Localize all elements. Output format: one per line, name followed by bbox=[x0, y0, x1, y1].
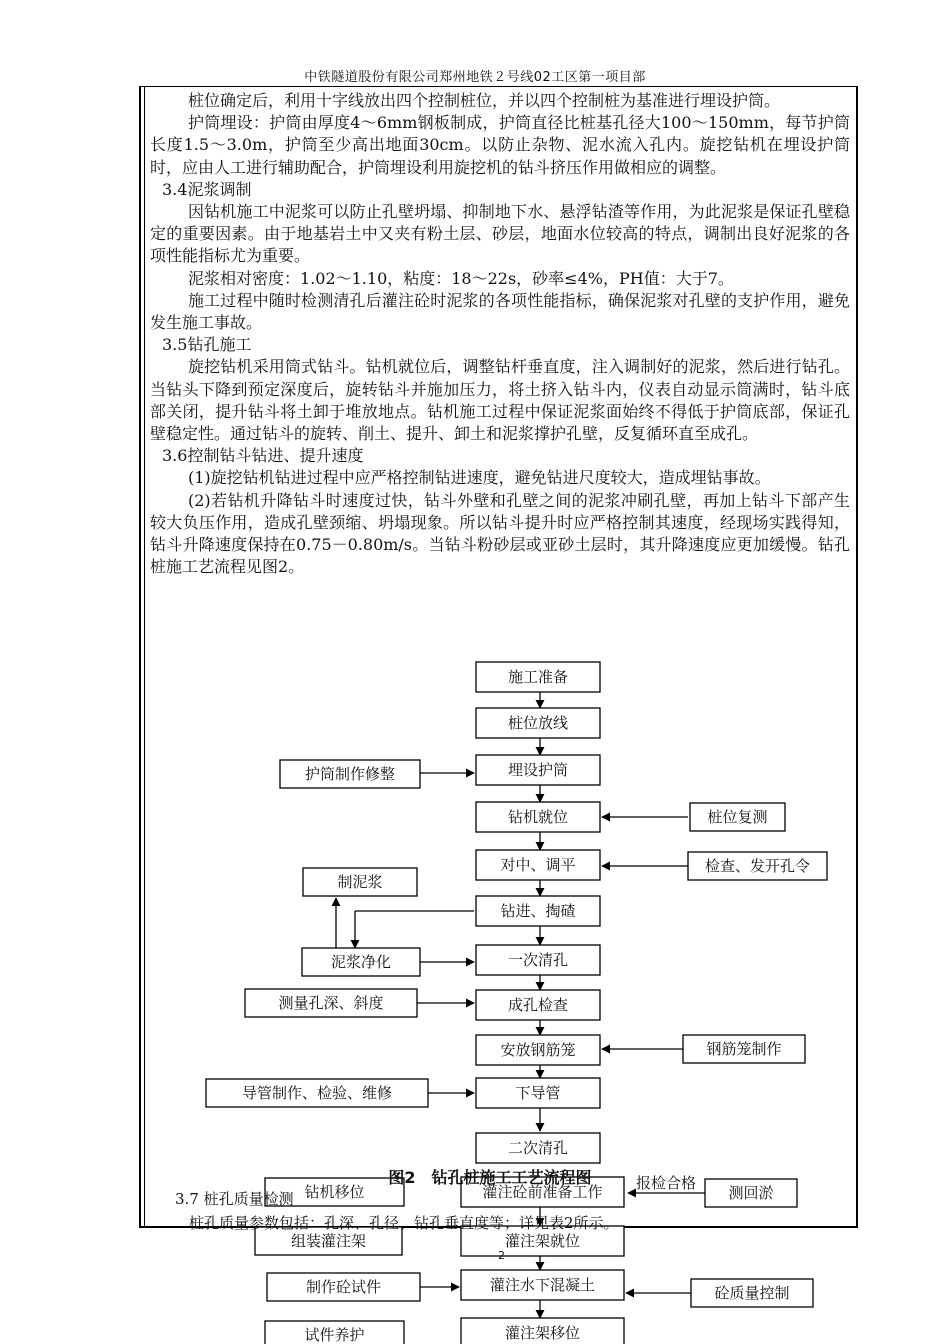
flow-box-label: 一次清孔 bbox=[507, 951, 569, 969]
flow-box bbox=[265, 1321, 404, 1344]
flow-box-label: 检查、发开孔令 bbox=[704, 857, 811, 875]
flow-box bbox=[476, 755, 600, 785]
flow-box bbox=[683, 1035, 805, 1063]
flow-box-label: 灌注砼前准备工作 bbox=[482, 1183, 603, 1201]
paragraph: 因钻机施工中泥浆可以防止孔壁坍塌、抑制地下水、悬浮钻渣等作用，为此泥浆是保证孔壁稳定的重要因素。由于地基岩土中又夹有粉土层、砂层，地面水位较高的特点，调制出良好泥浆的各项性能指标尤为重要。 bbox=[150, 202, 850, 266]
flow-box bbox=[461, 1318, 624, 1344]
flow-box bbox=[280, 760, 420, 788]
flow-box bbox=[476, 802, 600, 832]
flow-box-label: 下导管 bbox=[515, 1084, 561, 1102]
paragraph: 桩孔质量参数包括：孔深、孔径、钻孔垂直度等；详见表2所示。 bbox=[189, 1214, 619, 1232]
flow-box-label: 测量孔深、斜度 bbox=[278, 994, 384, 1012]
flow-box bbox=[302, 948, 420, 976]
flow-box bbox=[476, 1133, 600, 1163]
flow-box-label: 二次清孔 bbox=[507, 1139, 569, 1157]
flow-box-label: 组装灌注架 bbox=[290, 1232, 367, 1250]
flow-box bbox=[476, 945, 600, 975]
flow-box bbox=[476, 1078, 600, 1108]
flow-box-label: 导管制作、检验、维修 bbox=[241, 1084, 393, 1102]
flow-box bbox=[690, 803, 785, 831]
flow-box-label: 钢筋笼制作 bbox=[706, 1040, 782, 1058]
note-label: 报检合格 bbox=[636, 1174, 697, 1192]
flow-box-label: 桩位复测 bbox=[707, 808, 768, 826]
flow-box bbox=[267, 1273, 420, 1301]
flow-box bbox=[476, 662, 600, 692]
flow-box-label: 护筒制作修整 bbox=[304, 765, 396, 783]
flow-box bbox=[476, 708, 600, 738]
flow-box-label: 桩位放线 bbox=[507, 714, 569, 732]
paragraph: 泥浆相对密度：1.02～1.10，粘度：18～22s，砂率≤4%，PH值：大于7。 bbox=[188, 268, 734, 288]
flow-box-label: 埋设护筒 bbox=[507, 761, 569, 779]
flow-box bbox=[476, 850, 600, 880]
flow-box-label: 制泥浆 bbox=[337, 873, 383, 891]
flow-box-label: 测回淤 bbox=[728, 1184, 774, 1202]
flow-box-label: 砼质量控制 bbox=[714, 1284, 790, 1302]
section-heading: 3.5钻孔施工 bbox=[162, 335, 252, 355]
flow-box-label: 成孔检查 bbox=[507, 996, 569, 1014]
flow-box bbox=[691, 1279, 813, 1307]
flow-box-label: 钻机移位 bbox=[304, 1183, 365, 1201]
page-number: 2 bbox=[498, 1249, 505, 1262]
flow-box bbox=[476, 1035, 600, 1065]
section-heading: 3.6控制钻斗钻进、提升速度 bbox=[162, 446, 364, 466]
tail-text bbox=[175, 1187, 619, 1235]
flow-box-label: 制作砼试件 bbox=[305, 1278, 382, 1296]
flow-box bbox=[476, 896, 600, 926]
flow-box-label: 灌注架就位 bbox=[504, 1232, 581, 1250]
flow-box bbox=[303, 868, 417, 896]
paragraph: 护筒埋设：护筒由厚度4～6mm钢板制成，护筒直径比桩基孔径大100～150mm，每节护筒长度1.5～3.0m，护筒至少高出地面30cm。以防止杂物、泥水流入孔内。旋挖钻机在埋设护筒时，应由人工进行辅助配合，护筒埋设利用旋挖机的钻斗挤压作用做相应的调整。 bbox=[150, 113, 850, 177]
flow-box-label: 安放钢筋笼 bbox=[500, 1041, 576, 1059]
section-heading: 3.4泥浆调制 bbox=[162, 179, 252, 199]
flow-box-label: 施工准备 bbox=[507, 668, 569, 686]
flow-box-label: 对中、调平 bbox=[500, 856, 576, 874]
section-heading: 3.7 桩孔质量检测 bbox=[175, 1190, 294, 1208]
flow-box bbox=[206, 1079, 428, 1107]
flow-box-label: 钻进、掏碴 bbox=[500, 902, 576, 920]
flow-box-label: 灌注架移位 bbox=[504, 1324, 581, 1342]
flow-box bbox=[688, 852, 827, 880]
flow-box-label: 灌注水下混凝土 bbox=[489, 1276, 596, 1294]
paragraph: 桩位确定后，利用十字线放出四个控制桩位，并以四个控制桩为基准进行埋设护筒。 bbox=[188, 91, 781, 110]
paragraph: 旋挖钻机采用筒式钻斗。钻机就位后，调整钻杆垂直度，注入调制好的泥浆，然后进行钻孔。当钻头下降到预定深度后，旋转钻斗并施加压力，将土挤入钻斗内，仪表自动显示筒满时，钻斗底部关闭，提升钻斗将土卸于堆放地点。钻机施工过程中保证泥浆面始终不得低于护筒底部，保证孔壁稳定性。通过钻斗的旋转、削土、提升、卸土和泥浆撑护孔壁，反复循环直至成孔。 bbox=[150, 357, 850, 444]
flow-box bbox=[476, 990, 600, 1020]
flow-box-label: 钻机就位 bbox=[507, 808, 569, 826]
flow-box-label: 试件养护 bbox=[304, 1326, 365, 1344]
flow-box bbox=[245, 989, 417, 1017]
paragraph: (1)旋挖钻机钻进过程中应严格控制钻进速度，避免钻进尺度较大，造成埋钻事故。 bbox=[188, 468, 771, 488]
flow-box bbox=[461, 1270, 624, 1300]
paragraph: (2)若钻机升降钻斗时速度过快，钻斗外壁和孔壁之间的泥浆冲刷孔壁，再加上钻斗下部产生较大负压作用，造成孔壁颈缩、坍塌现象。所以钻斗提升时应严格控制其速度，经现场实践得知，钻斗升降速度保持在0.75－0.80m/s。当钻斗粉砂层或亚砂土层时，其升降速度应更加缓慢。钻孔桩施工艺流程见图2。 bbox=[150, 490, 850, 577]
flow-box-label: 泥浆净化 bbox=[330, 953, 392, 971]
figure-caption: 图2 钻孔桩施工工艺流程图 bbox=[388, 1168, 592, 1187]
paragraph: 施工过程中随时检测清孔后灌注砼时泥浆的各项性能指标，确保泥浆对孔壁的支护作用，避免发生施工事故。 bbox=[150, 290, 850, 333]
page-header: 中铁隧道股份有限公司郑州地铁２号线02工区第一项目部 bbox=[304, 70, 646, 85]
